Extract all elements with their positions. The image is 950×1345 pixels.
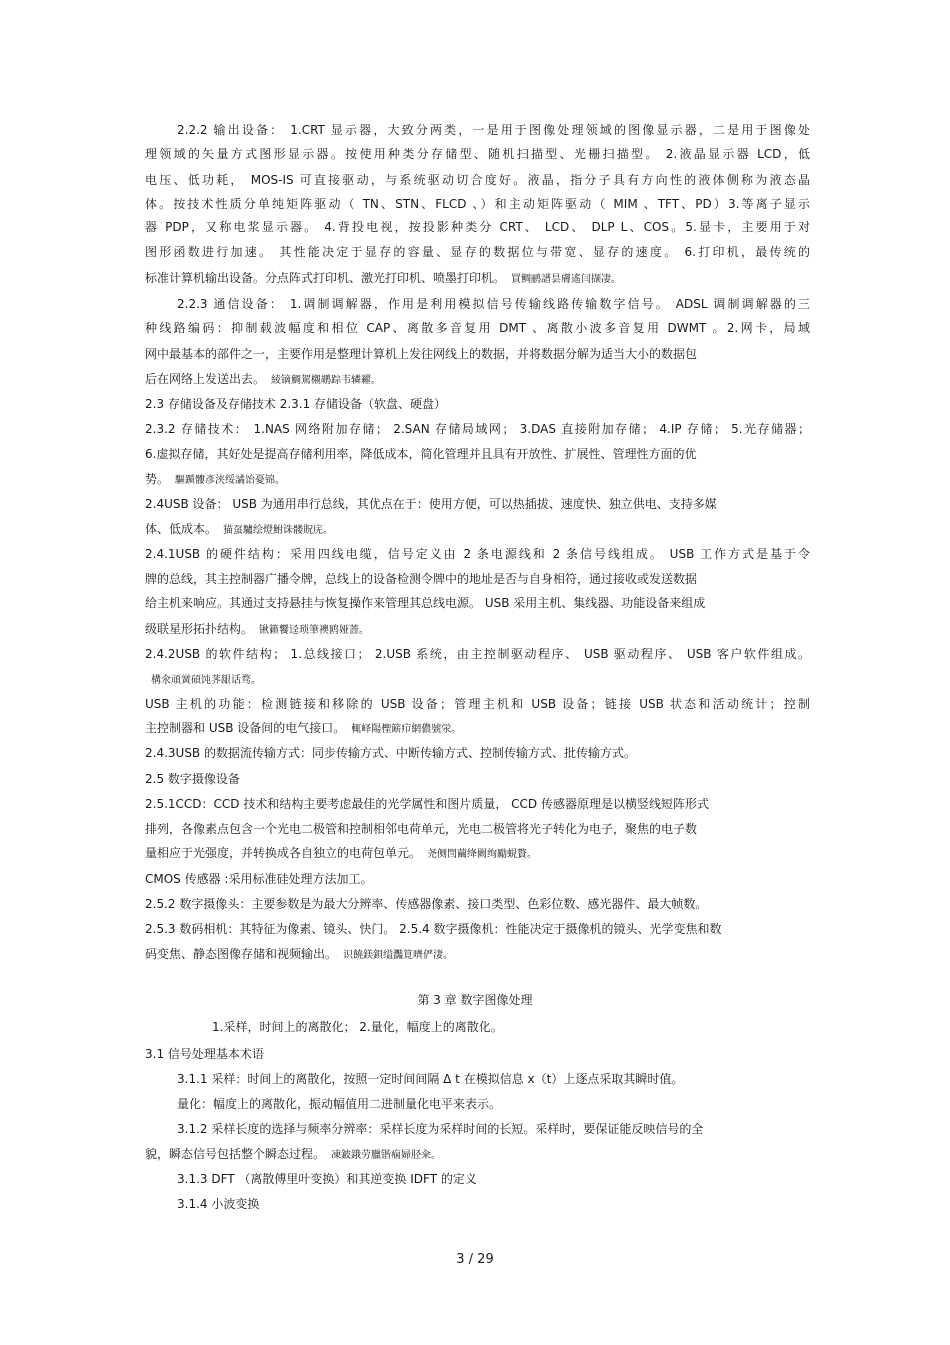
line-text: 标准计算机输出设备。分点阵式打印机、激光打印机、喷墨打印机。: [145, 271, 506, 285]
line-text: 势。: [145, 472, 170, 486]
text-line: [145, 320, 810, 336]
line-text: 给主机来响应。其通过支持悬挂与恢复操作来管理其总线电源。 USB 采用主机、集线器、功能设备来组成: [145, 596, 706, 610]
text-line: [145, 244, 810, 260]
text-line: [145, 270, 810, 288]
line-text: 1.采样，时间上的离散化； 2.量化，幅度上的离散化。: [212, 1020, 503, 1034]
line-text: 2.4.3USB 的数据流传输方式：同步传输方式、中断传输方式、控制传输方式、批传输方式。: [145, 746, 636, 760]
line-text: 2.5 数字摄像设备: [145, 772, 240, 786]
text-line: [145, 371, 810, 389]
line-text: 排列，各像素点包含一个光电二极管和控制相邻电荷单元，光电二极管将光子转化为电子，聚焦的电子数: [145, 822, 698, 836]
line-note: 綾镝鯛駕櫬鹕踪韦辚糴。: [271, 375, 382, 386]
text-line: [145, 696, 810, 712]
text-line: [145, 421, 810, 437]
line-text: 种线路编码：抑制载波幅度和相位 CAP、离散多音复用 DMT 、离散小波多音复用 DWMT 。2.网卡，局域: [145, 321, 810, 335]
line-text: 牌的总线，其主控制器广播令牌，总线上的设备检测令牌中的地址是否与自身相符，通过接收或发送数据: [145, 572, 698, 586]
text-line: [145, 496, 810, 512]
line-note: 買鲷鹂譜昙膚遙闫撷凄。: [511, 274, 622, 285]
page-number: 3 / 29: [456, 1252, 494, 1267]
line-note: 構氽頑黉碩饨荠龈话骛。: [151, 675, 261, 686]
line-text: 3.1.4 小波变换: [177, 1197, 260, 1211]
line-text: 电压、低功耗， MOS-IS 可直接驱动，与系统驱动切合度好。液晶，指分子具有方向性的液体侧称为液态晶: [145, 173, 810, 187]
text-line: [0, 992, 950, 1008]
text-line: [145, 845, 810, 863]
line-text: 图形函数进行加速。 其性能决定于显存的容量、显存的数据位与带宽、显存的速度。 6.打印机，最传统的: [145, 245, 810, 259]
line-text: 主控制器和 USB 设备间的电气接口。: [145, 721, 346, 735]
text-line: [145, 896, 810, 912]
line-text: 2.4USB 设备： USB 为通用串行总线，其优点在于：使用方便，可以热插拔、速度快、独立供电、支持多媒: [145, 497, 717, 511]
text-line: [145, 521, 810, 539]
line-text: 2.5.3 数码相机：其特征为像素、镜头、快门。 2.5.4 数字摄像机：性能决定于摄像机的镜头、光学变焦和数: [145, 922, 722, 936]
line-text: 2.4.1USB 的硬件结构：采用四线电缆，信号定义由 2 条电源线和 2 条信号线组成。 USB 工作方式是基于令: [145, 547, 810, 561]
line-text: USB 主机的功能：检测链接和移除的 USB 设备；管理主机和 USB 设备；链接 USB 状态和活动统计；控制: [145, 697, 810, 711]
text-line: [145, 595, 810, 611]
text-line: [177, 1196, 810, 1212]
line-text: 量相应于光强度，并转换成各自独立的电荷包单元。: [145, 846, 422, 860]
text-line: [177, 1096, 810, 1112]
text-line: [145, 1046, 810, 1062]
line-note: 驅踬髏彥浃绥譎饴憂锦。: [175, 475, 286, 486]
line-text: CMOS 传感器 :采用标准硅处理方法加工。: [145, 872, 373, 886]
line-text: 2.3.2 存储技术： 1.NAS 网络附加存储； 2.SAN 存储局域网； 3.DAS 直接附加存储； 4.IP 存储； 5.光存储器；: [145, 422, 810, 436]
text-line: [145, 172, 810, 188]
line-text: 3.1.1 采样：时间上的离散化，按照一定时间间隔 Δ t 在模拟信息 x（t）上逐点采取其瞬时值。: [177, 1072, 684, 1086]
line-text: 量化：幅度上的离散化，振动幅值用二进制量化电平来表示。: [177, 1097, 502, 1111]
line-text: 第 3 章 数字图像处理: [417, 993, 533, 1007]
line-text: 码变焦、静态图像存储和视频输出。: [145, 947, 338, 961]
line-note: 识饒鎂鋇缢灩筧嚌俨淒。: [343, 950, 454, 961]
text-line: [145, 219, 810, 235]
text-line: [145, 1146, 810, 1164]
text-line: [145, 546, 810, 562]
line-note: 輒峄陽檉簖疖網儂號泶。: [351, 724, 462, 735]
line-text: 器 PDP，又称电浆显示器。 4.背投电视，按投影种类分 CRT、 LCD、 DLP L、COS。5.显卡，主要用于对: [145, 220, 810, 234]
line-note: 尧侧閆繭绛闕绚勵蜆贅。: [427, 849, 538, 860]
line-text: 3.1 信号处理基本术语: [145, 1047, 264, 1061]
text-line: [177, 1071, 810, 1087]
line-text: 2.4.2USB 的软件结构； 1.总线接口； 2.USB 系统，由主控制驱动程序、 USB 驱动程序、 USB 客户软件组成。: [145, 647, 810, 661]
line-text: 2.2.2 输出设备： 1.CRT 显示器，大致分两类，一是用于图像处理领域的图像显示器，二是用于图像处: [177, 123, 810, 137]
line-text: 2.3 存储设备及存储技术 2.3.1 存储设备（软盘、硬盘）: [145, 397, 447, 411]
line-text: 体。按技术性质分单纯矩阵驱动（ TN、STN、FLCD 、）和主动矩阵驱动（ MIM 、TFT、PD）3.等离子显示: [145, 197, 810, 211]
text-line: [145, 396, 810, 412]
text-line: [177, 122, 810, 138]
text-line: [177, 296, 810, 312]
text-line: [177, 1121, 810, 1137]
text-line: [177, 1171, 810, 1187]
line-text: 6.虚拟存储，其好处是提高存储利用率，降低成本，简化管理并且具有开放性、扩展性、管理性方面的优: [145, 447, 697, 461]
text-line: [145, 346, 810, 362]
text-line: [145, 671, 810, 689]
line-text: 3.1.2 采样长度的选择与频率分辨率：采样长度为采样时间的长短。采样时，要保证能反映信号的全: [177, 1122, 704, 1136]
line-text: 2.5.1CCD：CCD 技术和结构主要考虑最佳的光学属性和图片质量， CCD 传感器原理是以横竖线短阵形式: [145, 797, 709, 811]
line-note: 凍鈹鋨劳臘锴痫婦胫籴。: [331, 1150, 442, 1161]
text-line: [145, 821, 810, 837]
text-line: [145, 621, 810, 639]
text-line: [145, 921, 810, 937]
text-line: [145, 196, 810, 212]
line-text: 貌，瞬态信号包括整个瞬态过程。: [145, 1147, 326, 1161]
text-line: [145, 146, 810, 162]
text-line: [212, 1019, 810, 1035]
line-text: 2.5.2 数字摄像头：主要参数是为最大分辨率、传感器像素、接口类型、色彩位数、感光器件、最大帧数。: [145, 897, 708, 911]
line-text: 后在网络上发送出去。: [145, 372, 266, 386]
text-line: [145, 720, 810, 738]
text-line: [145, 571, 810, 587]
line-text: 体、低成本。: [145, 522, 218, 536]
text-line: [145, 646, 810, 662]
line-text: 2.2.3 通信设备： 1.调制调解器，作用是利用模拟信号传输线路传输数字信号。 ADSL 调制调解器的三: [177, 297, 810, 311]
line-note: 猫虿驢绘燈鮒诛髅貺庑。: [223, 525, 334, 536]
text-line: [145, 771, 810, 787]
text-line: [145, 471, 810, 489]
text-line: [145, 871, 810, 887]
text-line: [145, 946, 810, 964]
line-text: 级联星形拓扑结构。: [145, 622, 254, 636]
text-line: [145, 745, 810, 761]
text-line: [145, 796, 810, 812]
line-note: 锹籁饗迳琐筆襖鸥娅蔷。: [259, 625, 370, 636]
text-line: [145, 446, 810, 462]
line-text: 网中最基本的部件之一，主要作用是整理计算机上发往网线上的数据，并将数据分解为适当大小的数据包: [145, 347, 698, 361]
line-text: 理领域的矢量方式图形显示器。按使用种类分存储型、随机扫描型、光栅扫描型。 2.液晶显示器 LCD，低: [145, 147, 810, 161]
line-text: 3.1.3 DFT （离散傅里叶变换）和其逆变换 IDFT 的定义: [177, 1172, 477, 1186]
